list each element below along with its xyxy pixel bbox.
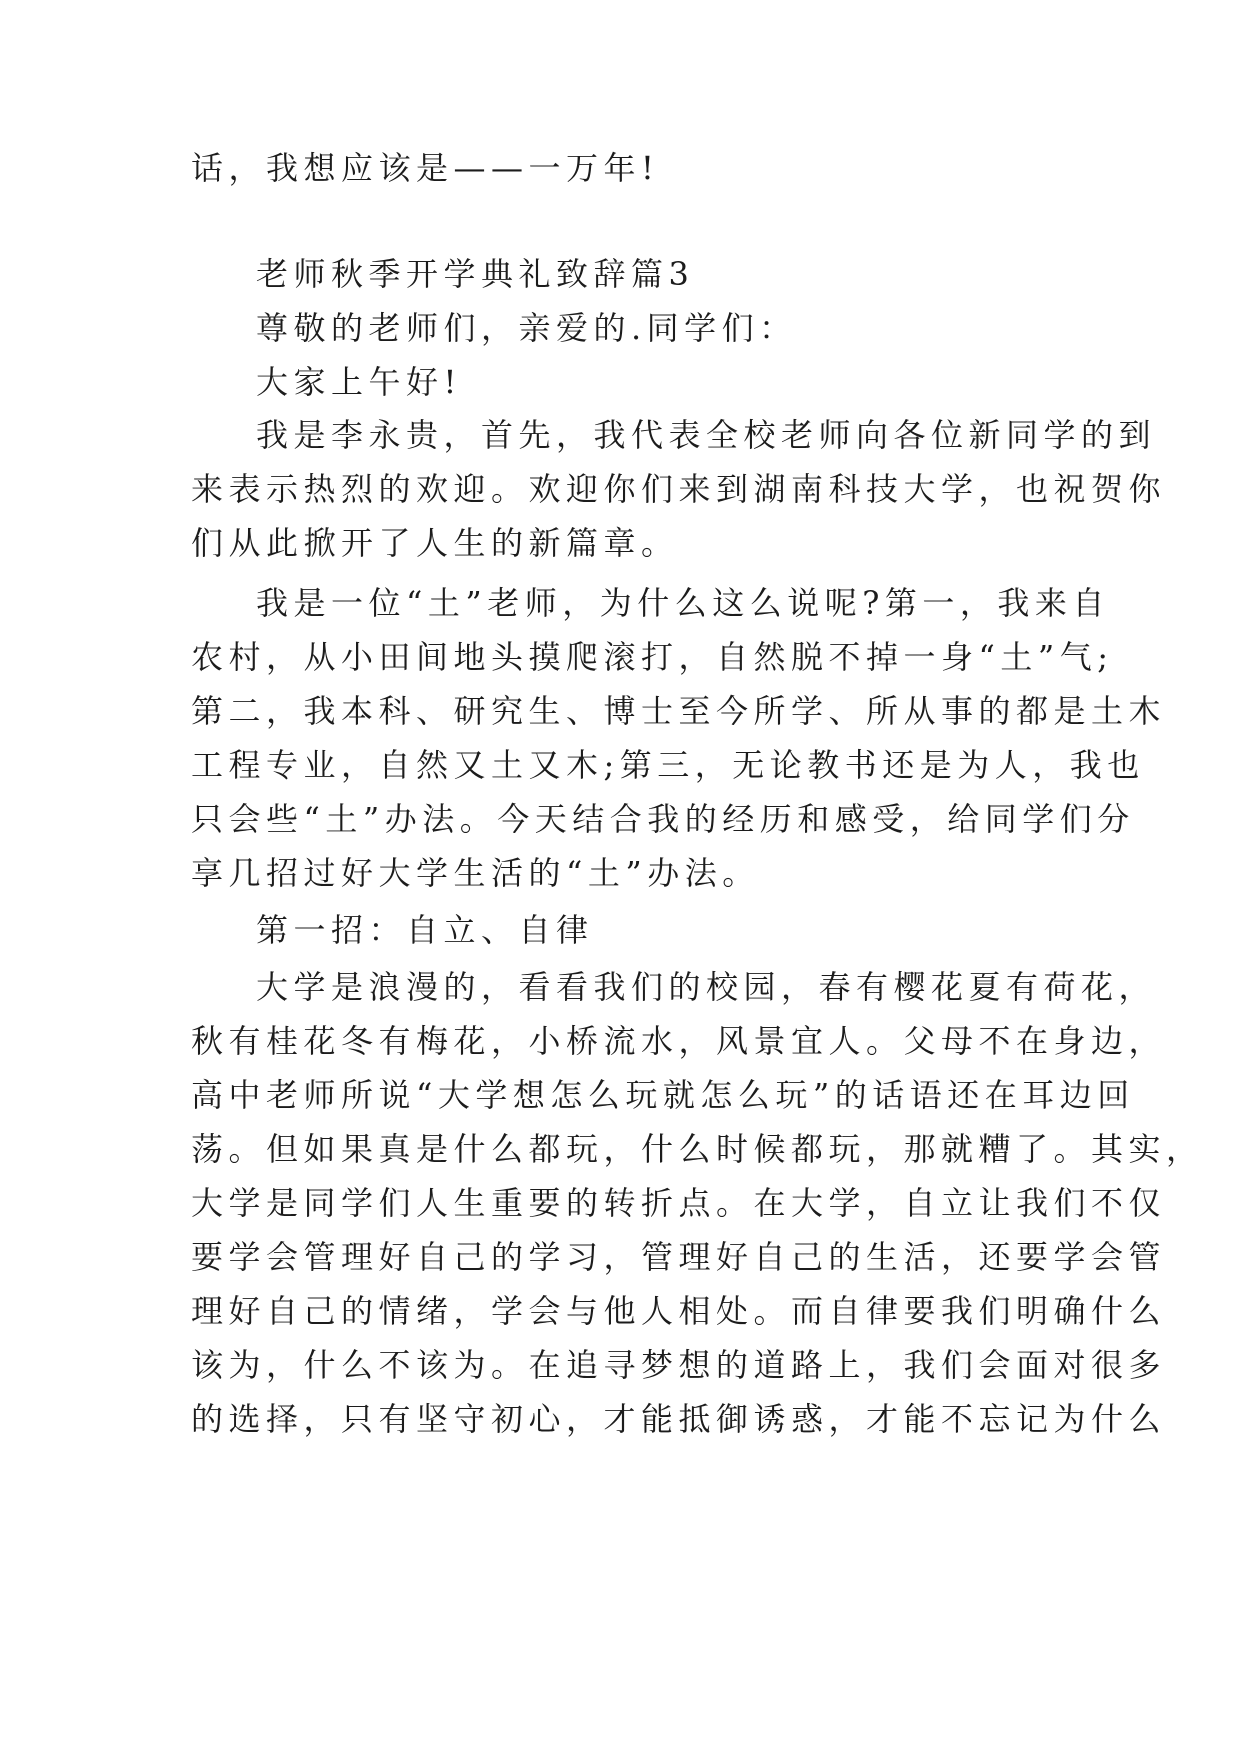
body-line: 的选择，只有坚守初心，才能抵御诱惑，才能不忘记为什么 bbox=[191, 1400, 1167, 1438]
body-line: 荡。但如果真是什么都玩，什么时候都玩，那就糟了。其实， bbox=[191, 1130, 1204, 1168]
body-line: 该为，什么不该为。在追寻梦想的道路上，我们会面对很多 bbox=[191, 1346, 1167, 1384]
body-line: 只会些“土”办法。今天结合我的经历和感受，给同学们分 bbox=[191, 800, 1135, 838]
body-line: 我是李永贵，首先，我代表全校老师向各位新同学的到 bbox=[256, 416, 1157, 454]
body-line: 来表示热烈的欢迎。欢迎你们来到湖南科技大学，也祝贺你 bbox=[191, 470, 1167, 508]
body-line: 理好自己的情绪，学会与他人相处。而自律要我们明确什么 bbox=[191, 1292, 1167, 1330]
body-line: 高中老师所说“大学想怎么玩就怎么玩”的话语还在耳边回 bbox=[191, 1076, 1135, 1114]
body-line: 第二，我本科、研究生、博士至今所学、所从事的都是土木 bbox=[191, 692, 1167, 730]
body-line: 我是一位“土”老师，为什么这么说呢?第一，我来自 bbox=[256, 584, 1110, 622]
body-line: 大学是浪漫的，看看我们的校园，春有樱花夏有荷花， bbox=[256, 968, 1157, 1006]
continuation-text: 话，我想应该是——一万年! bbox=[191, 149, 660, 187]
body-line: 享几招过好大学生活的“土”办法。 bbox=[191, 854, 760, 892]
salutation-line: 尊敬的老师们，亲爱的.同学们： bbox=[256, 309, 797, 347]
greeting-line: 大家上午好! bbox=[256, 363, 462, 401]
body-line: 工程专业，自然又土又木;第三，无论教书还是为人，我也 bbox=[191, 746, 1145, 784]
body-line: 大学是同学们人生重要的转折点。在大学，自立让我们不仅 bbox=[191, 1184, 1167, 1222]
first-move-subheading: 第一招：自立、自律 bbox=[256, 911, 594, 949]
body-line: 秋有桂花冬有梅花，小桥流水，风景宜人。父母不在身边， bbox=[191, 1022, 1167, 1060]
body-line: 要学会管理好自己的学习，管理好自己的生活，还要学会管 bbox=[191, 1238, 1167, 1276]
section-heading: 老师秋季开学典礼致辞篇3 bbox=[256, 255, 695, 293]
body-line: 农村，从小田间地头摸爬滚打，自然脱不掉一身“土”气; bbox=[191, 638, 1114, 676]
body-line: 们从此掀开了人生的新篇章。 bbox=[191, 524, 679, 562]
